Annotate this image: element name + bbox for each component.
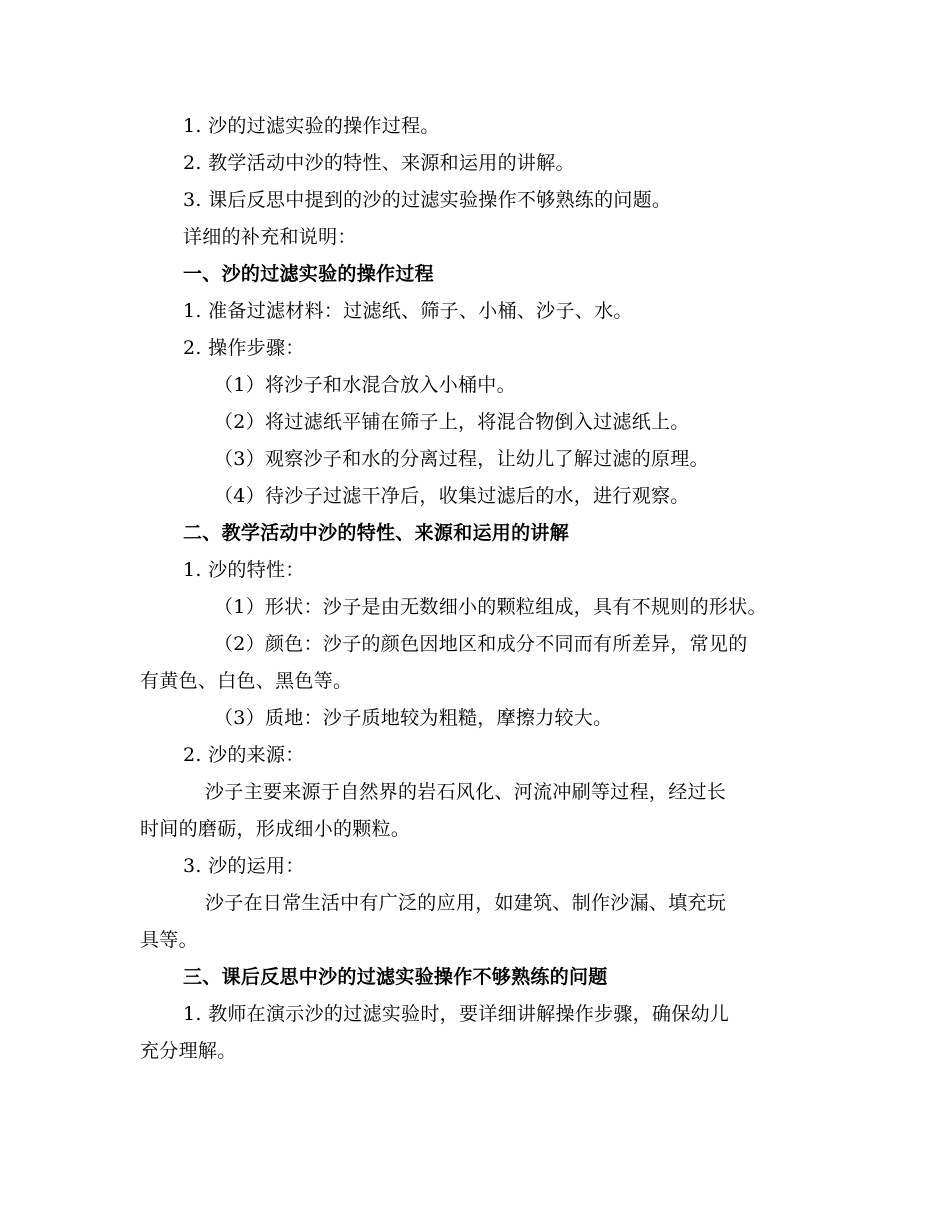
section1-step-1: （1）将沙子和水混合放入小桶中。 (214, 374, 516, 396)
section2-source-line-1: 沙子主要来源于自然界的岩石风化、河流冲刷等过程，经过长 (205, 781, 727, 803)
section2-item-3: 3. 沙的运用： (183, 855, 305, 877)
section2-prop-2-line-1: （2）颜色：沙子的颜色因地区和成分不同而有所差异，常见的 (214, 633, 748, 655)
summary-item-2: 2. 教学活动中沙的特性、来源和运用的讲解。 (183, 152, 575, 174)
summary-item-1: 1. 沙的过滤实验的操作过程。 (183, 115, 440, 137)
section2-prop-2-line-2: 有黄色、白色、黑色等。 (140, 670, 353, 692)
section3-item-1-line-1: 1. 教师在演示沙的过滤实验时，要详细讲解操作步骤，确保幼儿 (183, 1003, 730, 1025)
section2-source-line-2: 时间的磨砺，形成细小的颗粒。 (140, 818, 411, 840)
section2-heading: 二、教学活动中沙的特性、来源和运用的讲解 (183, 522, 570, 544)
section1-item-2: 2. 操作步骤： (183, 337, 305, 359)
section1-heading: 一、沙的过滤实验的操作过程 (183, 263, 434, 285)
section2-item-2: 2. 沙的来源： (183, 744, 305, 766)
summary-item-3: 3. 课后反思中提到的沙的过滤实验操作不够熟练的问题。 (183, 189, 672, 211)
intro-text: 详细的补充和说明： (183, 226, 357, 248)
section2-prop-1: （1）形状：沙子是由无数细小的颗粒组成，具有不规则的形状。 (214, 596, 767, 618)
section2-prop-3: （3）质地：沙子质地较为粗糙，摩擦力较大。 (214, 707, 613, 729)
section1-item-1: 1. 准备过滤材料：过滤纸、筛子、小桶、沙子、水。 (183, 300, 633, 322)
section2-item-1: 1. 沙的特性： (183, 559, 305, 581)
section1-step-4: （4）待沙子过滤干净后，收集过滤后的水，进行观察。 (214, 485, 690, 507)
section1-step-2: （2）将过滤纸平铺在筛子上，将混合物倒入过滤纸上。 (214, 411, 690, 433)
section1-step-3: （3）观察沙子和水的分离过程，让幼儿了解过滤的原理。 (214, 448, 709, 470)
section2-use-line-2: 具等。 (140, 929, 198, 951)
section2-use-line-1: 沙子在日常生活中有广泛的应用，如建筑、制作沙漏、填充玩 (205, 892, 727, 914)
section3-item-1-line-2: 充分理解。 (140, 1040, 237, 1062)
section3-heading: 三、课后反思中沙的过滤实验操作不够熟练的问题 (183, 966, 608, 988)
